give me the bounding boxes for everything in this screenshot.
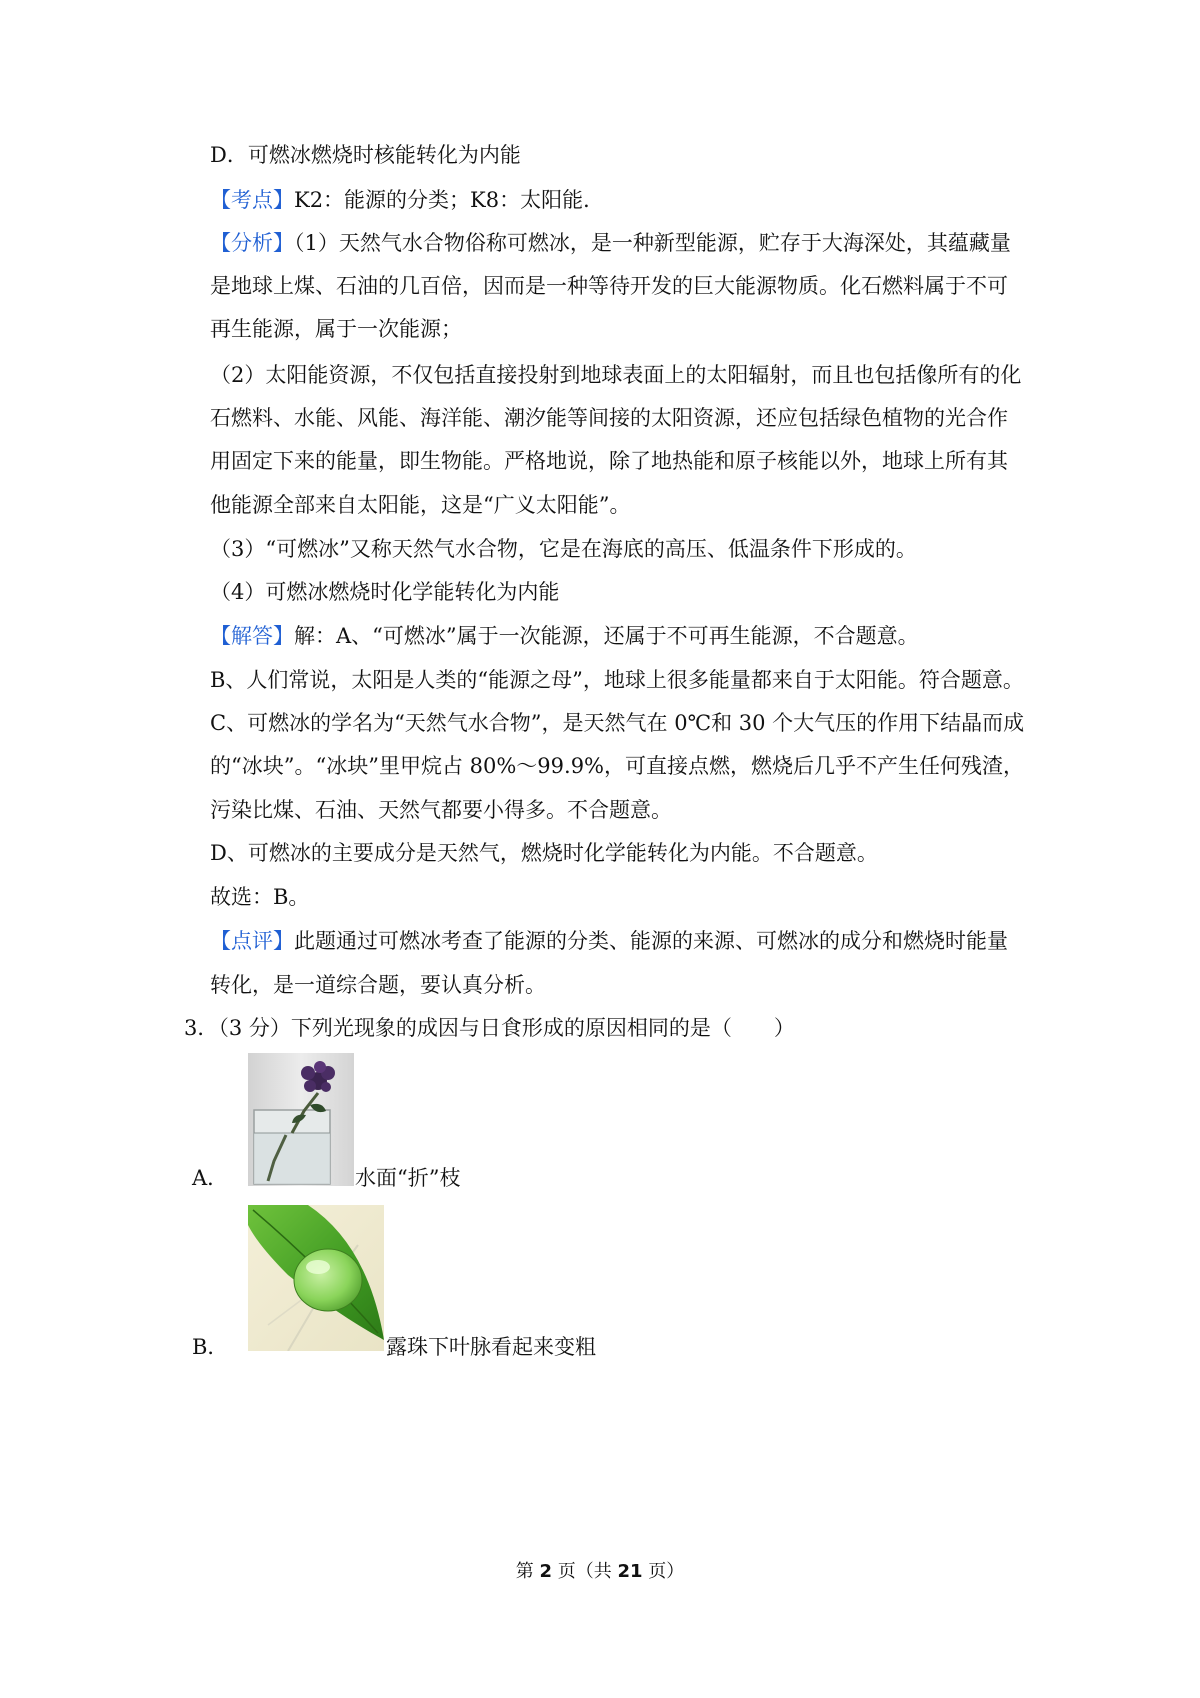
jieda-line-5: 污染比煤、石油、天然气都要小得多。不合题意。 [210,798,672,822]
jieda-line-6: D、可燃冰的主要成分是天然气，燃烧时化学能转化为内能。不合题意。 [210,841,878,865]
question-3: 3．（3 分）下列光现象的成因与日食形成的原因相同的是（ ） [184,1016,795,1040]
fenxi-text-1: （1）天然气水合物俗称可燃冰，是一种新型能源，贮存于大海深处，其蕴藏量 [294,231,1011,255]
fenxi-line-5: 石燃料、水能、风能、海洋能、潮汐能等间接的太阳资源，还应包括绿色植物的光合作 [210,406,1008,430]
jieda-line-7: 故选：B。 [210,885,310,909]
fenxi-line-7: 他能源全部来自太阳能，这是“广义太阳能”。 [210,493,631,517]
dianping-tag: 【点评】 [210,929,294,953]
dianping-line-1 [210,926,1008,956]
footer-page-number: 2 [539,1561,552,1582]
fenxi-line-6: 用固定下来的能量，即生物能。严格地说，除了地热能和原子核能以外，地球上所有其 [210,449,1008,473]
kaodian-text: K2：能源的分类；K8：太阳能． [294,188,605,212]
dianping-line-2: 转化，是一道综合题，要认真分析。 [210,973,546,997]
jieda-tag: 【解答】 [210,624,294,648]
fenxi-line-8: （3）“可燃冰”又称天然气水合物，它是在海底的高压、低温条件下形成的。 [210,537,917,561]
fenxi-line-3: 再生能源，属于一次能源； [210,317,462,341]
jieda-line-4: 的“冰块”。“冰块”里甲烷占 80%～99.9%，可直接点燃，燃烧后几乎不产生任何残渣， [210,754,1025,778]
option-b-text: 露珠下叶脉看起来变粗 [386,1335,596,1359]
footer-suffix: 页） [642,1561,685,1582]
kaodian-line [210,185,604,215]
option-d-line: D．可燃冰燃烧时核能转化为内能 [210,143,521,167]
fenxi-tag: 【分析】 [210,231,294,255]
jieda-text-1: 解：A、“可燃冰”属于一次能源，还属于不可再生能源，不合题意。 [294,624,919,648]
dianping-text-1: 此题通过可燃冰考查了能源的分类、能源的来源、可燃冰的成分和燃烧时能量 [294,929,1008,953]
kaodian-tag: 【考点】 [210,188,294,212]
footer-prefix: 第 [515,1561,540,1582]
page-footer [0,1557,1200,1583]
fenxi-line-9: （4）可燃冰燃烧时化学能转化为内能 [210,580,560,604]
option-a-text: 水面“折”枝 [355,1166,461,1190]
jieda-line-3: C、可燃冰的学名为“天然气水合物”，是天然气在 0℃和 30 个大气压的作用下结晶而成 [210,711,1025,735]
dewdrop-leaf-image [248,1205,384,1351]
flower-in-water-image [248,1053,354,1186]
option-b-label: B． [192,1335,229,1359]
fenxi-line-1 [210,228,1011,258]
fenxi-line-2: 是地球上煤、石油的几百倍，因而是一种等待开发的巨大能源物质。化石燃料属于不可 [210,274,1008,298]
footer-middle: 页（共 [552,1561,618,1582]
footer-total-pages: 21 [617,1561,643,1582]
fenxi-line-4: （2）太阳能资源，不仅包括直接投射到地球表面上的太阳辐射，而且也包括像所有的化 [210,363,1022,387]
jieda-line-1 [210,621,919,651]
option-a-label: A． [192,1166,229,1190]
jieda-line-2: B、人们常说，太阳是人类的“能源之母”，地球上很多能量都来自于太阳能。符合题意。 [210,668,1024,692]
